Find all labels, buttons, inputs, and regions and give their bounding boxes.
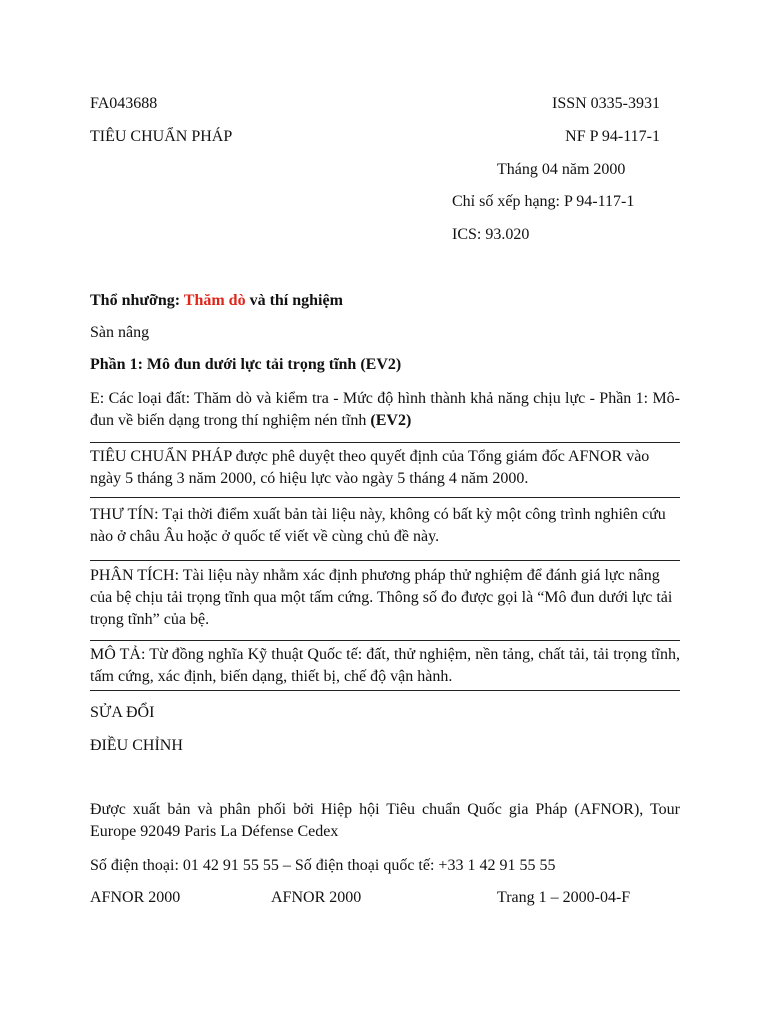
issn-number: ISSN 0335-3931 (551, 95, 660, 112)
footer-copyright-left: AFNOR 2000 (90, 889, 181, 906)
standard-number: NF P 94-117-1 (565, 128, 660, 145)
document-title (90, 291, 343, 311)
english-title-text: E: Các loại đất: Thăm dò và kiểm tra - Mức độ hình thành khả năng chịu lực - Phần 1: Mô-đun về biến dạng trong thí nghiệm nén tĩnh (90, 390, 680, 429)
section-divider (90, 690, 680, 691)
classification-index: Chỉ số xếp hạng: P 94-117-1 (452, 193, 635, 210)
phone-info: Số điện thoại: 01 42 91 55 55 – Số điện thoại quốc tế: +33 1 42 91 55 55 (90, 857, 556, 874)
publisher-info: Được xuất bản và phân phối bởi Hiệp hội Tiêu chuẩn Quốc gia Pháp (AFNOR), Tour Europe 92049 Paris La Défense Cedex (90, 801, 680, 840)
approval-paragraph: TIÊU CHUẨN PHÁP được phê duyệt theo quyết định của Tổng giám đốc AFNOR vào ngày 5 tháng 3 năm 2000, có hiệu lực vào ngày 5 tháng 4 năm 2000. (90, 448, 650, 487)
section-divider (90, 560, 680, 561)
analysis-paragraph: PHÂN TÍCH: Tài liệu này nhằm xác định phương pháp thử nghiệm để đánh giá lực nâng của bệ chịu tải trọng tĩnh qua một tấm cứng. Thông số đo được gọi là “Mô đun dưới lực tải trọng tĩnh” của bệ. (90, 567, 673, 628)
ics-code: ICS: 93.020 (452, 226, 530, 243)
document-code: FA043688 (90, 95, 158, 112)
section-divider (90, 497, 680, 498)
footer-copyright-center: AFNOR 2000 (271, 889, 362, 906)
amendment-label: SỬA ĐỔI (90, 704, 155, 721)
title-highlight: Thăm dò (183, 292, 246, 309)
standard-type: TIÊU CHUẨN PHÁP (90, 128, 233, 145)
part-title: Phần 1: Mô đun dưới lực tải trọng tĩnh (EV2) (90, 356, 402, 373)
section-divider (90, 640, 680, 641)
correction-label: ĐIỀU CHỈNH (90, 737, 183, 754)
title-prefix: Thổ nhưỡng: (90, 292, 184, 309)
descriptors-paragraph: MÔ TẢ: Từ đồng nghĩa Kỹ thuật Quốc tế: đất, thử nghiệm, nền tảng, chất tải, tải trọng tĩnh, tấm cứng, xác định, biến dạng, thiết bị, chế độ vận hành. (90, 646, 680, 685)
document-subtitle: Sàn nâng (90, 324, 150, 341)
english-title (90, 388, 680, 432)
correspondence-paragraph: THƯ TÍN: Tại thời điểm xuất bản tài liệu này, không có bất kỳ một công trình nghiên cứu nào ở châu Âu hoặc ở quốc tế viết về cùng chủ đề này. (90, 506, 666, 545)
footer-page-number: Trang 1 – 2000-04-F (497, 889, 631, 906)
section-divider (90, 442, 680, 443)
title-suffix: và thí nghiệm (245, 292, 343, 309)
english-title-bold: (EV2) (370, 412, 412, 429)
publication-date: Tháng 04 năm 2000 (497, 161, 626, 178)
